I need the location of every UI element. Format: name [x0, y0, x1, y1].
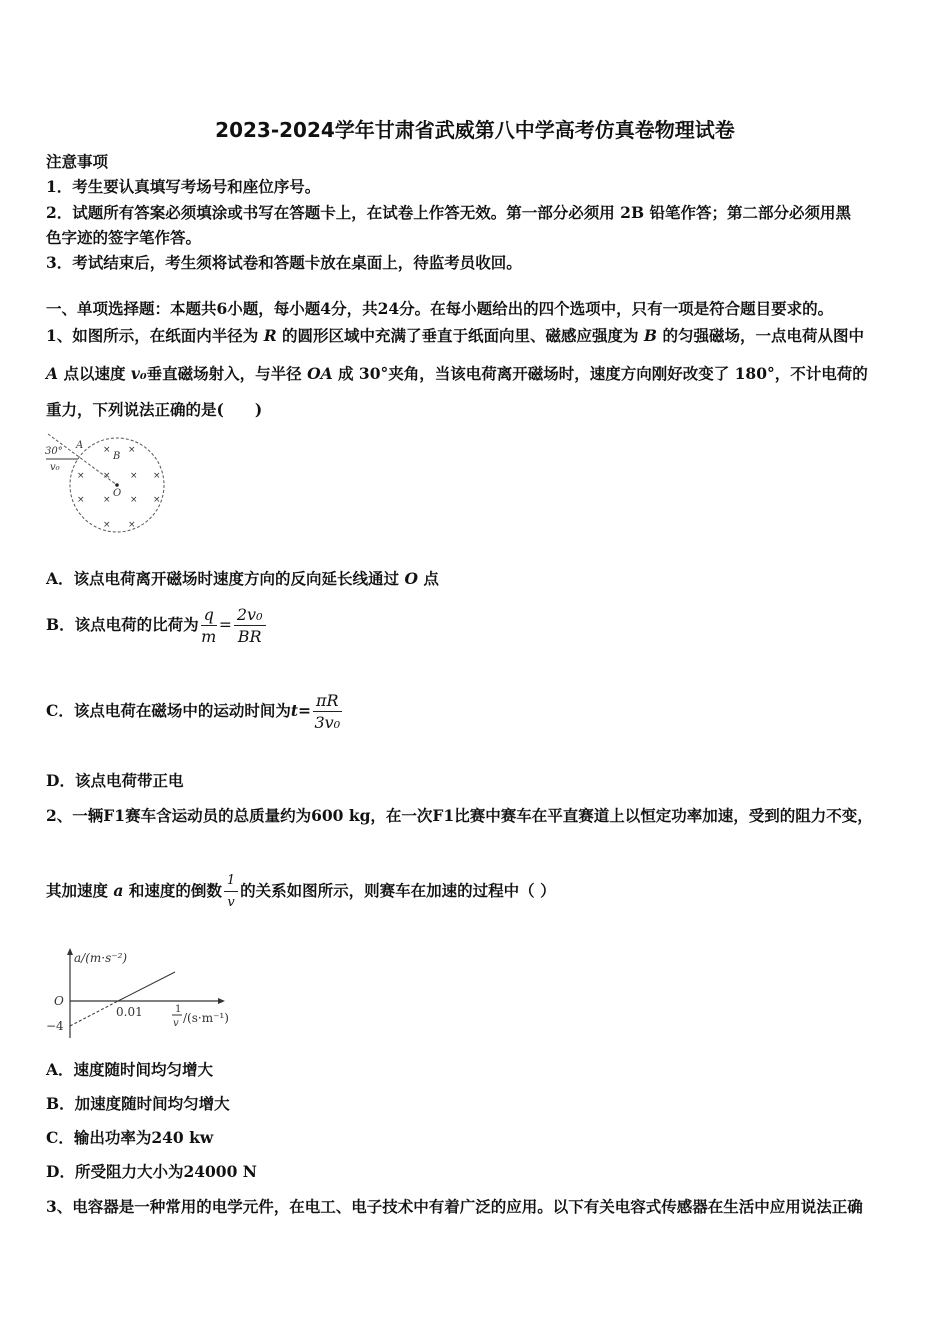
graph-y-intercept: −4 [46, 1019, 64, 1033]
section-heading: 一、单项选择题：本题共6小题，每小题4分，共24分。在每小题给出的四个选项中，只有一项是符合题目要求的。 [46, 299, 834, 318]
svg-text:×: × [153, 495, 161, 505]
fig-angle-label: 30° [45, 446, 63, 457]
graph-xlabel-unit: /(s·m⁻¹) [183, 1011, 229, 1025]
graph-origin: O [54, 994, 64, 1008]
notes-heading: 注意事项 [46, 152, 109, 171]
graph-xlabel-num: 1 [175, 1004, 182, 1015]
page-title: 2023-2024学年甘肃省武威第八中学高考仿真卷物理试卷 [215, 118, 735, 142]
svg-text:×: × [103, 471, 111, 481]
q1-option-a: A．该点电荷离开磁场时速度方向的反向延长线通过 O 点 [46, 569, 439, 588]
svg-text:×: × [77, 471, 85, 481]
fig-v0-label: v₀ [50, 462, 60, 473]
q2-option-a: A．速度随时间均匀增大 [46, 1060, 214, 1079]
svg-text:×: × [128, 445, 136, 455]
svg-text:×: × [128, 520, 136, 530]
q1-option-c: C．该点电荷在磁场中的运动时间为t= $\frac{\pi R}{\text{3v₀}}$ [46, 690, 341, 732]
q1-line3: 重力，下列说法正确的是( ) [46, 400, 263, 419]
note-item: 2．试题所有答案必须填涂或书写在答题卡上，在试卷上作答无效。第一部分必须用 2B 铅笔作答；第二部分必须用黑 [46, 203, 851, 222]
svg-text:×: × [130, 495, 138, 505]
svg-text:×: × [103, 520, 111, 530]
fig-point-o: O [113, 488, 122, 499]
q2-acceleration-graph [40, 940, 250, 1040]
q2-option-d: D．所受阻力大小为24000 N [46, 1162, 257, 1181]
fig-point-a: A [76, 440, 84, 451]
q1-option-d: D．该点电荷带正电 [46, 771, 184, 790]
note-item: 3．考试结束后，考生须将试卷和答题卡放在桌面上，待监考员收回。 [46, 253, 522, 272]
graph-x-intercept: 0.01 [116, 1005, 143, 1019]
svg-text:×: × [130, 471, 138, 481]
svg-text:×: × [103, 445, 111, 455]
q1-line2: A 点以速度 v₀垂直磁场射入，与半径 OA 成 30°夹角，当该电荷离开磁场时，速度方向刚好改变了 180°，不计电荷的 [46, 364, 868, 383]
q3-line1: 3、电容器是一种常用的电学元件，在电工、电子技术中有着广泛的应用。以下有关电容式传感器在生活中应用说法正确 [46, 1197, 863, 1216]
graph-ylabel: a/(m·s⁻²) [74, 951, 128, 965]
note-item: 色字迹的签字笔作答。 [46, 228, 202, 247]
svg-text:×: × [77, 495, 85, 505]
q2-line2: 其加速度 a 和速度的倒数 $\frac{1}{v}$ 的关系如图所示，则赛车在加速的过程中（ ） [46, 872, 556, 910]
q2-option-c: C．输出功率为240 kw [46, 1128, 214, 1147]
q2-option-b: B．加速度随时间均匀增大 [46, 1094, 230, 1113]
svg-text:×: × [153, 471, 161, 481]
q2-line1: 2、一辆F1赛车含运动员的总质量约为600 kg，在一次F1比赛中赛车在平直赛道上以恒定功率加速，受到的阻力不变， [46, 806, 873, 825]
q1-line1: 1、如图所示，在纸面内半径为 R 的圆形区域中充满了垂直于纸面向里、磁感应强度为 B 的匀强磁场，一点电荷从图中 [46, 326, 864, 345]
q1-option-b: B．该点电荷的比荷为 $\frac{q}{m}$ = $\frac{\text{2v₀}}{BR}$ [46, 602, 268, 648]
q1-magnetic-field-figure [40, 432, 180, 537]
svg-text:×: × [103, 495, 111, 505]
graph-xlabel-den: v [173, 1018, 179, 1029]
note-item: 1．考生要认真填写考场号和座位序号。 [46, 177, 321, 196]
fig-b-label: B [113, 451, 121, 462]
